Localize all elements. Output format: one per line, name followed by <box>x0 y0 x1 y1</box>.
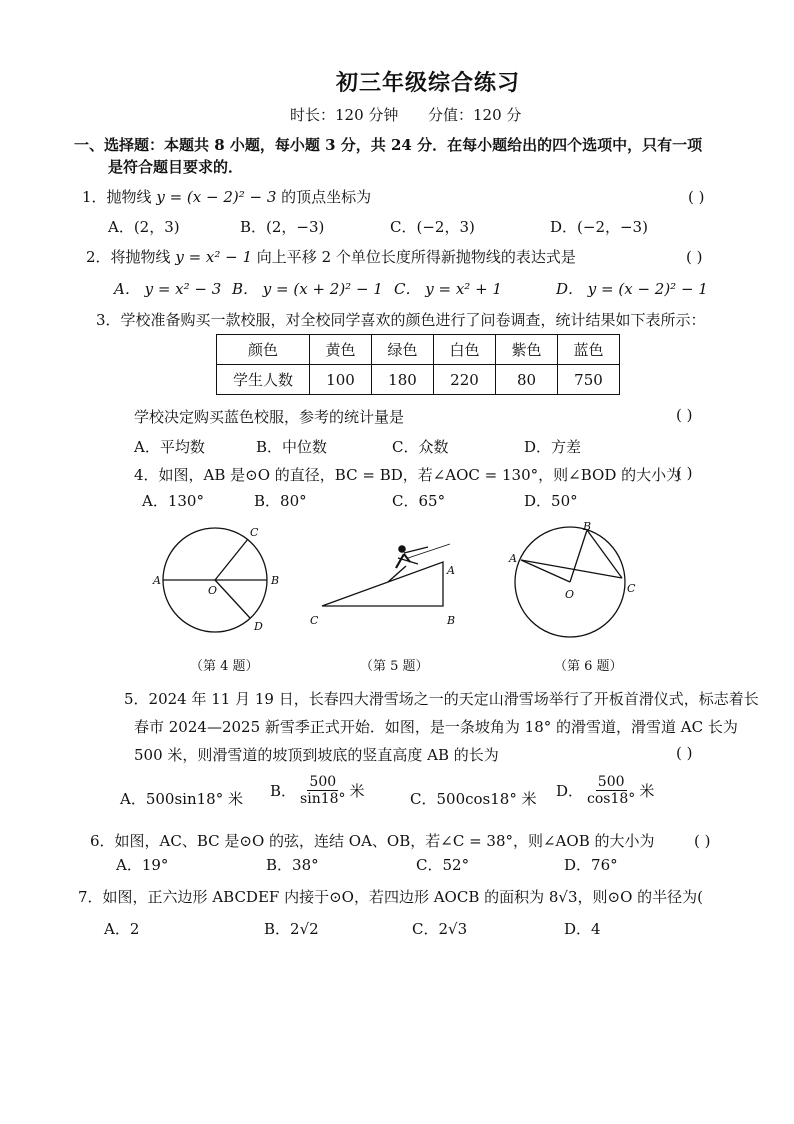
figure-4-circle-diagram <box>150 520 280 640</box>
table-row <box>217 365 620 395</box>
option-c: C．52° <box>416 856 470 874</box>
option-d: D． y = (x − 2)² − 1 <box>556 280 708 298</box>
option-a: A． y = x² − 3 <box>114 280 222 298</box>
option-b: B．38° <box>266 856 319 874</box>
stem-formula: y = (x − 2)² − 3 <box>156 188 277 206</box>
fraction <box>585 774 637 807</box>
option-b <box>270 774 365 807</box>
question-number: 3． <box>96 311 121 329</box>
figure-6-circle-diagram <box>503 520 643 640</box>
question-7-stem <box>78 886 703 907</box>
option-c: C．500cos18° 米 <box>410 790 537 808</box>
question-number: 2． <box>86 248 111 266</box>
page-title: 初三年级综合练习 <box>336 70 521 96</box>
table-cell: 学生人数 <box>217 365 310 395</box>
question-5-line1 <box>124 688 759 709</box>
table-cell: 绿色 <box>372 335 434 365</box>
question-number: 6． <box>90 832 115 850</box>
stem-text: 如图，AC、BC 是⊙O 的弦，连结 OA、OB，若∠C = 38°，则∠AOB 的大小为 <box>114 832 655 850</box>
option-c: C．2√3 <box>412 920 468 938</box>
point-label-a: A <box>447 564 455 577</box>
exam-duration: 时长：120 分钟 <box>290 106 399 124</box>
table-cell: 白色 <box>434 335 496 365</box>
answer-blank: ( ) <box>676 464 693 482</box>
option-c: C． y = x² + 1 <box>394 280 502 298</box>
option-b: B．(2，−3) <box>240 218 325 236</box>
option-b: B．中位数 <box>256 438 328 456</box>
table-cell: 紫色 <box>496 335 558 365</box>
point-label-o: O <box>208 584 218 597</box>
answer-blank: ( ) <box>686 248 703 266</box>
stem-text: 的顶点坐标为 <box>276 188 372 206</box>
table-cell: 蓝色 <box>558 335 620 365</box>
option-a: A．130° <box>142 492 204 510</box>
table-cell: 750 <box>558 365 620 395</box>
question-2-stem <box>86 246 576 267</box>
figure-5-ski-slope-diagram <box>300 528 470 632</box>
option-b: B．80° <box>254 492 307 510</box>
option-d <box>556 774 654 807</box>
question-6-stem <box>90 830 654 851</box>
fraction <box>298 774 348 807</box>
point-label-o: O <box>565 588 575 601</box>
answer-blank: ( ) <box>676 406 693 424</box>
fraction-denominator: cos18° <box>587 791 636 808</box>
question-number: 7． <box>78 888 103 906</box>
stem-text: 学校准备购买一款校服，对全校同学喜欢的颜色进行了问卷调查，统计结果如下表所示： <box>120 311 706 329</box>
answer-blank: ( ) <box>676 744 693 762</box>
option-a: A．500sin18° 米 <box>120 790 243 808</box>
exam-score: 分值：120 分 <box>428 106 522 124</box>
stem-text: 抛物线 <box>106 188 157 206</box>
question-5-line2: 春市 2024—2025 新雪季正式开始．如图，是一条坡角为 18° 的滑雪道，滑雪道 AC 长为 <box>134 718 738 736</box>
stem-text: 将抛物线 <box>110 248 176 266</box>
table-cell: 100 <box>310 365 372 395</box>
question-4-stem <box>134 464 681 485</box>
question-number: 5． <box>124 690 149 708</box>
question-3-stem2: 学校决定购买蓝色校服，参考的统计量是 <box>134 408 405 426</box>
option-a: A．2 <box>104 920 140 938</box>
figure-4-caption: （第 4 题） <box>190 659 259 674</box>
option-b: B． y = (x + 2)² − 1 <box>232 280 383 298</box>
table-cell: 黄色 <box>310 335 372 365</box>
option-d: D．(−2，−3) <box>550 218 648 236</box>
table-cell: 220 <box>434 365 496 395</box>
point-label-a: A <box>153 574 161 587</box>
option-d: D．76° <box>564 856 618 874</box>
point-label-c: C <box>250 526 259 539</box>
option-b: B．2√2 <box>264 920 319 938</box>
option-c: C．(−2，3) <box>390 218 475 236</box>
option-c: C．众数 <box>392 438 449 456</box>
table-header-row <box>217 335 620 365</box>
figure-5-caption: （第 5 题） <box>360 659 429 674</box>
question-5-line3: 500 米，则滑雪道的坡顶到坡底的竖直高度 AB 的长为 <box>134 746 499 764</box>
unit: 米 <box>639 782 655 801</box>
point-label-c: C <box>627 582 636 595</box>
section-heading-line1: 一、选择题：本题共 8 小题，每小题 3 分，共 24 分．在每小题给出的四个选项中，只有一项 <box>74 136 703 154</box>
fraction-numerator: 500 <box>597 774 625 790</box>
stem-text: 如图，AB 是⊙O 的直径，BC = BD，若∠AOC = 130°，则∠BOD 的大小为 <box>158 466 682 484</box>
point-label-b: B <box>447 614 456 627</box>
table-cell: 180 <box>372 365 434 395</box>
unit: 米 <box>349 782 365 801</box>
answer-blank: ( ) <box>688 188 705 206</box>
option-a: A．平均数 <box>134 438 205 456</box>
option-a: A．(2，3) <box>108 218 180 236</box>
stem-text: 2024 年 11 月 19 日，长春四大滑雪场之一的天定山滑雪场举行了开板首滑仪式，标志着长 <box>148 690 759 708</box>
stem-formula: y = x² − 1 <box>175 248 253 266</box>
fraction-denominator: sin18° <box>300 791 346 808</box>
point-label-b: B <box>271 574 280 587</box>
fraction-numerator: 500 <box>309 774 337 790</box>
question-1-stem <box>82 186 371 207</box>
figure-6-caption: （第 6 题） <box>554 659 623 674</box>
point-label-a: A <box>509 552 517 565</box>
table-cell: 80 <box>496 365 558 395</box>
option-label: B． <box>270 782 297 801</box>
option-d: D．方差 <box>524 438 582 456</box>
option-label: D． <box>556 782 584 801</box>
point-label-d: D <box>254 620 263 633</box>
option-c: C．65° <box>392 492 446 510</box>
color-survey-table <box>216 334 620 395</box>
point-label-b: B <box>583 520 592 533</box>
point-label-c: C <box>310 614 319 627</box>
option-d: D．50° <box>524 492 578 510</box>
stem-text: 如图，正六边形 ABCDEF 内接于⊙O，若四边形 AOCB 的面积为 8√3，则⊙O 的半径为( <box>102 888 704 906</box>
option-d: D．4 <box>564 920 601 938</box>
question-number: 1． <box>82 188 107 206</box>
option-a: A．19° <box>116 856 169 874</box>
question-3-stem <box>96 309 706 330</box>
stem-text: 向上平移 2 个单位长度所得新抛物线的表达式是 <box>252 248 576 266</box>
answer-blank: ( ) <box>694 832 711 850</box>
table-cell: 颜色 <box>217 335 310 365</box>
section-heading-line2: 是符合题目要求的． <box>108 158 244 176</box>
question-number: 4． <box>134 466 159 484</box>
